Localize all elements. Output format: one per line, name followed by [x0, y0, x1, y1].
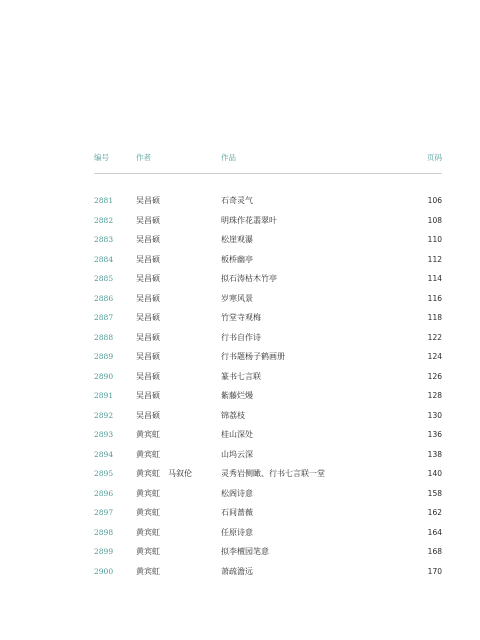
- row-author: 黄宾虹: [136, 449, 160, 459]
- row-page: 118: [427, 313, 442, 322]
- table-row: [94, 524, 442, 544]
- row-work: 灵秀岩侧瞰、行书七言联一堂: [221, 469, 325, 478]
- row-page: 106: [427, 196, 442, 205]
- row-page: 124: [427, 352, 442, 361]
- row-author: 黄宾虹: [136, 488, 160, 498]
- table-body: [94, 192, 442, 582]
- table-row: [94, 446, 442, 466]
- table-row: [94, 465, 442, 485]
- row-author: 吴昌硕: [136, 196, 160, 205]
- row-work: 锦荔枝: [221, 410, 245, 420]
- row-author: 黄宾虹: [136, 527, 160, 537]
- row-number: 2884: [94, 254, 114, 264]
- table-row: [94, 309, 442, 329]
- row-author: 吴昌硕: [136, 235, 160, 244]
- row-author: 吴昌硕: [136, 371, 160, 381]
- row-page: 162: [427, 508, 442, 517]
- row-page: 122: [427, 332, 442, 342]
- table-row: [94, 504, 442, 524]
- row-page: 164: [427, 527, 442, 537]
- row-page: 108: [427, 215, 442, 225]
- row-author: 吴昌硕: [136, 313, 160, 322]
- row-number: 2895: [94, 469, 114, 478]
- row-number: 2887: [94, 313, 114, 322]
- row-page: 128: [427, 391, 442, 400]
- row-work: 任原诗意: [221, 527, 253, 537]
- header-divider: [94, 173, 442, 174]
- row-work: 岁寒风景: [221, 293, 253, 303]
- table-row: [94, 251, 442, 271]
- table-row: [94, 192, 442, 212]
- row-author: 黄宾虹: [136, 508, 160, 517]
- row-work: 拟石涛枯木竹亭: [221, 274, 277, 283]
- row-number: 2892: [94, 410, 114, 420]
- row-page: 112: [427, 254, 442, 264]
- header-page: 页码: [427, 153, 442, 162]
- row-work: 拟李檀园笔意: [221, 547, 269, 556]
- row-author: 黄宾虹: [136, 566, 160, 576]
- row-number: 2891: [94, 391, 114, 400]
- row-page: 138: [427, 449, 442, 459]
- row-page: 168: [427, 547, 442, 556]
- row-number: 2889: [94, 352, 114, 361]
- table-row: [94, 329, 442, 349]
- table-row: [94, 368, 442, 388]
- row-page: 130: [427, 410, 442, 420]
- row-author: 吴昌硕: [136, 274, 160, 283]
- row-author: 吴昌硕: [136, 391, 160, 400]
- row-author: 吴昌硕: [136, 332, 160, 342]
- table-row: [94, 231, 442, 251]
- row-work: 行书自作诗: [221, 332, 261, 342]
- row-page: 114: [427, 274, 442, 283]
- row-number: 2899: [94, 547, 114, 556]
- row-author: 黄宾虹: [136, 547, 160, 556]
- row-work: 篆书七言联: [221, 371, 261, 381]
- row-page: 110: [427, 235, 442, 244]
- row-number: 2882: [94, 215, 114, 225]
- header-number: 编号: [94, 153, 109, 162]
- row-work: 行书题杨子鹤画册: [221, 352, 285, 361]
- row-number: 2888: [94, 332, 114, 342]
- row-page: 116: [427, 293, 442, 303]
- row-work: 松崖观瀑: [221, 235, 253, 244]
- row-page: 136: [427, 430, 442, 439]
- table-row: [94, 407, 442, 427]
- row-author: 吴昌硕: [136, 254, 160, 264]
- row-number: 2890: [94, 371, 114, 381]
- row-work: 竹堂寺观梅: [221, 313, 261, 322]
- row-page: 126: [427, 371, 442, 381]
- table-row: [94, 543, 442, 563]
- table-row: [94, 426, 442, 446]
- row-work: 石奇灵气: [221, 196, 253, 205]
- table-header: [94, 152, 442, 166]
- row-work: 萧疏澹远: [221, 566, 253, 576]
- row-author: 黄宾虹 马叙伦: [136, 469, 192, 478]
- row-work: 板桥幽亭: [221, 254, 253, 264]
- row-number: 2893: [94, 430, 114, 439]
- row-work: 桂山深处: [221, 430, 253, 439]
- table-row: [94, 290, 442, 310]
- table-row: [94, 270, 442, 290]
- row-author: 吴昌硕: [136, 410, 160, 420]
- row-author: 吴昌硕: [136, 352, 160, 361]
- row-author: 吴昌硕: [136, 215, 160, 225]
- row-author: 黄宾虹: [136, 430, 160, 439]
- row-work: 紫藤烂熳: [221, 391, 253, 400]
- table-row: [94, 212, 442, 232]
- row-work: 松阁诗意: [221, 488, 253, 498]
- row-number: 2881: [94, 196, 114, 205]
- row-number: 2897: [94, 508, 114, 517]
- row-page: 140: [427, 469, 442, 478]
- row-page: 158: [427, 488, 442, 498]
- table-row: [94, 563, 442, 583]
- table-row: [94, 485, 442, 505]
- row-number: 2900: [94, 566, 114, 576]
- row-work: 明珠作花翡翠叶: [221, 215, 277, 225]
- table-row: [94, 348, 442, 368]
- row-number: 2898: [94, 527, 114, 537]
- row-page: 170: [427, 566, 442, 576]
- table-row: [94, 387, 442, 407]
- row-number: 2894: [94, 449, 114, 459]
- row-number: 2886: [94, 293, 114, 303]
- row-work: 石间蔷薇: [221, 508, 253, 517]
- row-number: 2896: [94, 488, 114, 498]
- row-author: 吴昌硕: [136, 293, 160, 303]
- header-author: 作者: [136, 153, 151, 162]
- row-work: 山坞云深: [221, 449, 253, 459]
- row-number: 2883: [94, 235, 114, 244]
- row-number: 2885: [94, 274, 114, 283]
- header-work: 作品: [221, 153, 236, 162]
